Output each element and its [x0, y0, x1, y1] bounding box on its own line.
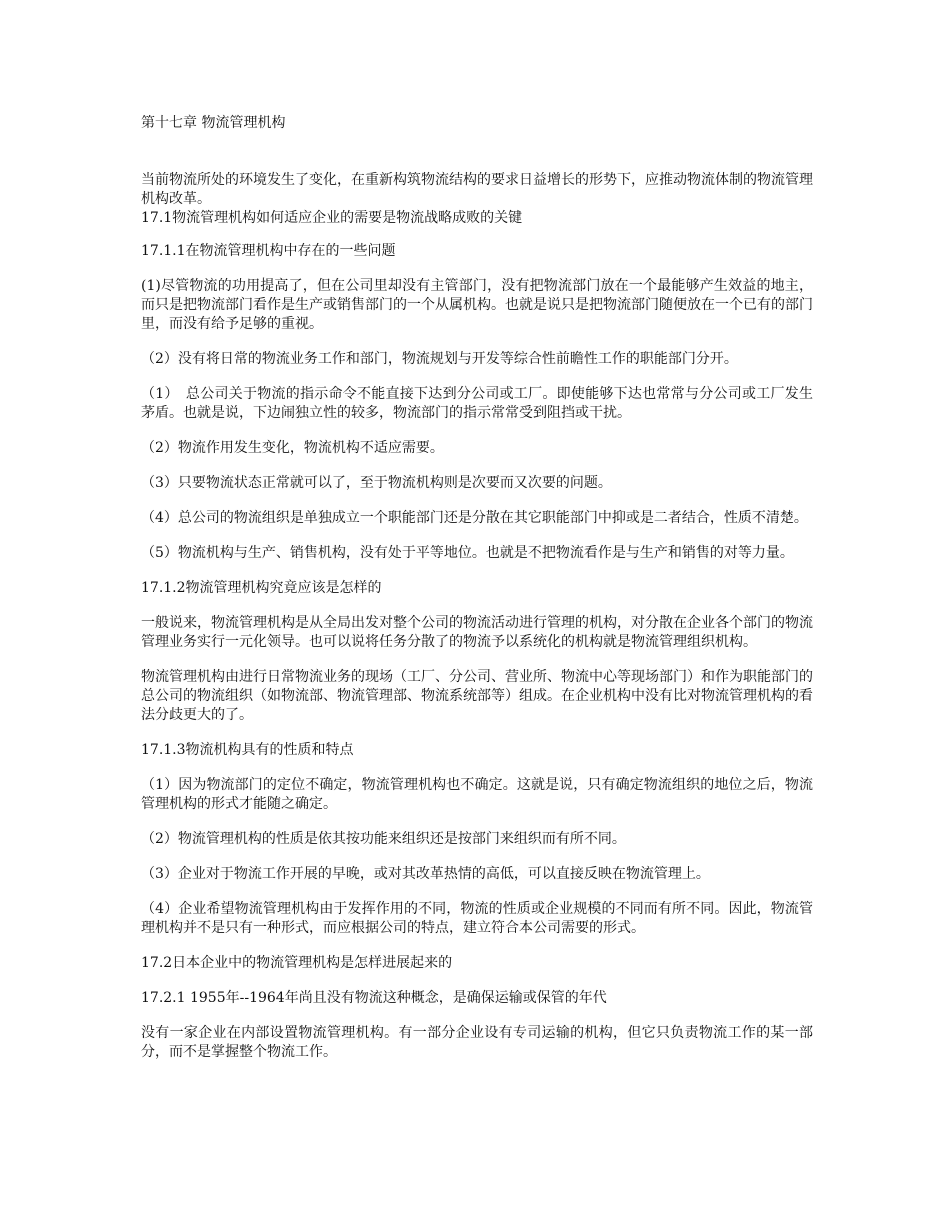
section-heading-17-1: 17.1物流管理机构如何适应企业的需要是物流战略成败的关键 [141, 210, 523, 226]
paragraph-item: （1） 总公司关于物流的指示命令不能直接下达到分公司或工厂。即使能够下达也常常与分公司或工厂发生茅盾。也就是说，下边闹独立性的较多，物流部门的指示常常受到阻挡或干扰。 [141, 386, 813, 421]
paragraph-item: （4）总公司的物流组织是单独成立一个职能部门还是分散在其它职能部门中抑或是二者结合，性质不清楚。 [141, 510, 808, 526]
paragraph-item: （3）只要物流状态正常就可以了，至于物流机构则是次要而又次要的问题。 [141, 475, 612, 491]
paragraph-item: （5）物流机构与生产、销售机构，没有处于平等地位。也就是不把物流看作是与生产和销售的对等力量。 [141, 545, 794, 561]
paragraph-body: 没有一家企业在内部设置物流管理机构。有一部分企业设有专司运输的机构，但它只负责物流工作的某一部分，而不是掌握整个物流工作。 [141, 1025, 813, 1060]
paragraph-body: 一般说来，物流管理机构是从全局出发对整个公司的物流活动进行管理的机构，对分散在企业各个部门的物流管理业务实行一元化领导。也可以说将任务分散了的物流予以系统化的机构就是物流管理组织机构。 [141, 615, 813, 650]
section-heading-17-2: 17.2日本企业中的物流管理机构是怎样进展起来的 [141, 955, 453, 971]
section-heading-17-1-1: 17.1.1在物流管理机构中存在的一些问题 [141, 243, 396, 259]
chapter-title: 第十七章 物流管理机构 [141, 115, 286, 131]
section-heading-17-1-2: 17.1.2物流管理机构究竟应该是怎样的 [141, 580, 382, 596]
paragraph-item: （2）物流管理机构的性质是依其按功能来组织还是按部门来组织而有所不同。 [141, 831, 626, 847]
paragraph-item: （2）没有将日常的物流业务工作和部门，物流规划与开发等综合性前瞻性工作的职能部门分开。 [141, 351, 738, 367]
paragraph-intro: 当前物流所处的环境发生了变化，在重新构筑物流结构的要求日益增长的形势下，应推动物流体制的物流管理机构改革。 [141, 172, 813, 207]
section-heading-17-1-3: 17.1.3物流机构具有的性质和特点 [141, 742, 354, 758]
paragraph-item: （1）因为物流部门的定位不确定，物流管理机构也不确定。这就是说，只有确定物流组织的地位之后，物流管理机构的形式才能随之确定。 [141, 777, 813, 812]
paragraph-item: (1)尽管物流的功用提高了，但在公司里却没有主管部门，没有把物流部门放在一个最能够产生效益的地主，而只是把物流部门看作是生产或销售部门的一个从属机构。也就是说只是把物流部门随便放在一个已有的部门里，而没有给予足够的重视。 [141, 278, 813, 332]
document-page [141, 114, 813, 1078]
paragraph-item: （4）企业希望物流管理机构由于发挥作用的不同，物流的性质或企业规模的不同而有所不同。因此，物流管理机构并不是只有一种形式，而应根据公司的特点，建立符合本公司需要的形式。 [141, 901, 813, 936]
paragraph-body: 物流管理机构由进行日常物流业务的现场（工厂、分公司、营业所、物流中心等现场部门）和作为职能部门的总公司的物流组织（如物流部、物流管理部、物流系统部等）组成。在企业机构中没有比对物流管理机构的看法分歧更大的了。 [141, 669, 813, 723]
section-heading-17-2-1: 17.2.1 1955年--1964年尚且没有物流这种概念，是确保运输或保管的年代 [141, 990, 607, 1006]
paragraph-item: （2）物流作用发生变化，物流机构不适应需要。 [141, 440, 444, 456]
paragraph-item: （3）企业对于物流工作开展的早晚，或对其改革热情的高低，可以直接反映在物流管理上。 [141, 866, 710, 882]
